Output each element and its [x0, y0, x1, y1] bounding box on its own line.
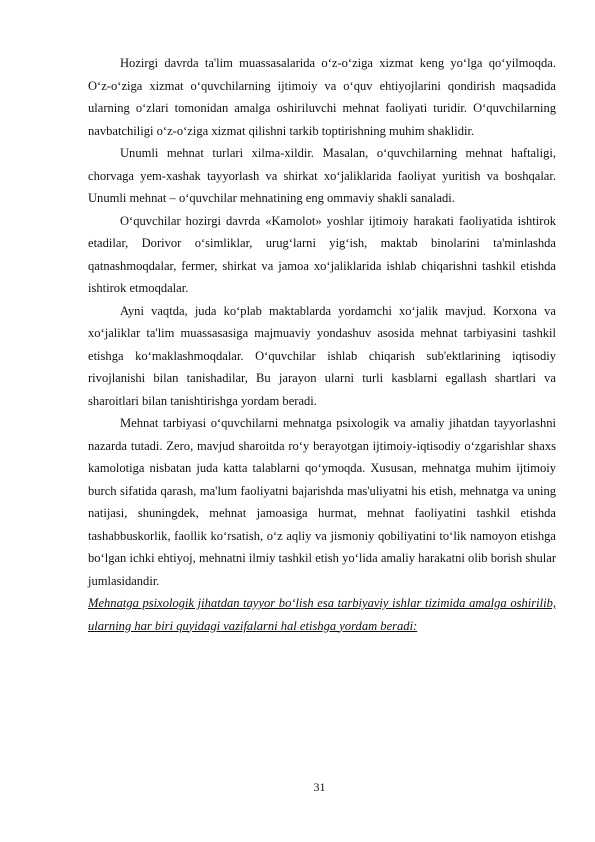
paragraph-self-service: Hozirgi davrda ta'lim muassasalarida o‘z-o‘ziga xizmat keng yo‘lga qo‘yilmoqda. O‘z-o‘ziga xizmat o‘quvchilarning ijtimoiy va o‘quv ehtiyojlarini qondirish maqsadida ularning o‘zlari tomonidan amalga oshiriluvchi mehnat faoliyati turidir. O‘quvchilarning navbatchiligi o‘z-o‘ziga xizmat qilishni tarkib toptirishning muhim shaklidir.	[88, 56, 556, 138]
page-number-text: 31	[313, 780, 326, 794]
paragraph-productive-labor: Unumli mehnat turlari xilma-xildir. Masalan, o‘quvchilarning mehnat haftaligi, chorvaga yem-xashak tayyorlash va shirkat xo‘jaliklarida faoliyat yuritish va boshqalar. Unumli mehnat – o‘quvchilar mehnatining eng ommaviy shakli sanaladi.	[88, 146, 556, 205]
paragraph-psychological-readiness: Mehnatga psixologik jihatdan tayyor bo‘lish esa tarbiyaviy ishlar tizimida amalga oshirilib, ularning har biri quyidagi vazifalarni hal etishga yordam beradi:	[88, 596, 556, 633]
paragraph-labor-education: Mehnat tarbiyasi o‘quvchilarni mehnatga psixologik va amaliy jihatdan tayyorlashni nazarda tutadi. Zero, mavjud sharoitda ro‘y berayotgan ijtimoiy-iqtisodiy o‘zgarishlar shaxs kamolotiga nisbatan juda katta talablarni qo‘ymoqda. Xususan, mehnatga muhim ijtimoiy burch sifatida qarash, ma'lum faoliyatni bajarishda mas'uliyatni his etish, mehnatga va uning natijasi, shuningdek, mehnat jamoasiga hurmat, mehnat faoliyatini tashkil etishda tashabbuskorlik, faollik ko‘rsatish, o‘z aqliy va jismoniy qobiliyatini to‘lik namoyon etishga bo‘lgan ichki ehtiyoj, mehnatni ilmiy tashkil etish yo‘lida amaliy harakatni olib borish shular jumlasidandir.	[88, 416, 556, 588]
page-number	[0, 779, 595, 795]
paragraph-auxiliary-farm: Ayni vaqtda, juda ko‘plab maktablarda yordamchi xo‘jalik mavjud. Korxona va xo‘jaliklar ta'lim muassasasiga majmuaviy yondashuv asosida mehnat tarbiyasini tashkil etishga ko‘maklashmoqdalar. O‘quvchilar ishlab chiqarish sub'ektlarining iqtisodiy rivojlanishi bilan tanishadilar, Bu jarayon ularni turli kasblarni egallash shartlari va sharoitlari bilan tanishtirishga yordam beradi.	[88, 303, 556, 408]
paragraph-kamolot-movement: O‘quvchilar hozirgi davrda «Kamolot» yoshlar ijtimoiy harakati faoliyatida ishtirok etadilar, Dorivor o‘simliklar, urug‘larni yig‘ish, maktab binolarini ta'minlashda qatnashmoqdalar, fermer, shirkat va jamoa xo‘jaliklarida ishlab chiqarishni tashkil etishda ishtirok etmoqdalar.	[88, 213, 556, 295]
document-page	[88, 52, 556, 637]
